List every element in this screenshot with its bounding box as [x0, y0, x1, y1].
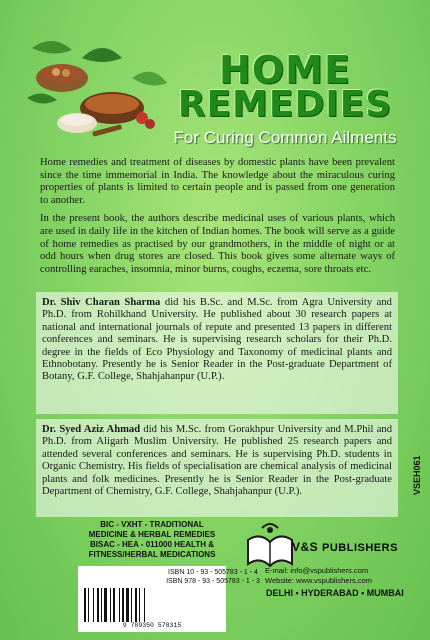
bic-line: FITNESS/HERBAL MEDICATIONS: [88, 550, 216, 559]
publisher-name-rest: PUBLISHERS: [322, 542, 398, 554]
publisher-email: E-mail: info@vspublishers.com: [265, 566, 369, 575]
isbn-10: ISBN 10 - 93 - 505783 - 1 - 4: [168, 569, 258, 576]
blurb-paragraph: Home remedies and treatment of diseases by domestic plants have been prevalent since the time immemorial in India. The knowledge about the miraculous curing properties of plants is limited to certain people and is passed from one generation to another.: [40, 157, 395, 206]
open-book-logo-icon: [240, 520, 300, 570]
publisher-website: Website: www.vspublishers.com: [265, 576, 372, 585]
barcode-digits: 9 789350 578315: [122, 622, 182, 629]
author-name: Dr. Syed Aziz Ahmad: [42, 424, 141, 435]
bic-line: BISAC - HEA - 011000 HEALTH &: [89, 540, 215, 549]
bic-line: BIC - VXHT - TRADITIONAL: [100, 520, 204, 529]
publisher-name-vs: V&S: [292, 540, 323, 554]
book-title-line2: REMEDIES: [177, 84, 393, 125]
blurb-paragraph: In the present book, the authors describe medicinal uses of various plants, which are used in daily life in the kitchen of Indian homes. The book will serve as a guide of home remedies as practised by our grandmothers, in the middle of night or at odd hours when drug stores are closed. This book gives some alternate ways of controlling earaches, insomnia, minor burns, coughs, eczema, sore throats etc.: [40, 213, 395, 275]
author-name: Dr. Shiv Charan Sharma: [42, 297, 161, 308]
book-subtitle: For Curing Common Ailments: [173, 128, 397, 147]
bic-classification: [72, 520, 232, 560]
author-bio-box: [36, 292, 398, 414]
bic-line: MEDICINE & HERBAL REMEDIES: [88, 530, 216, 539]
book-blurb: [40, 157, 395, 282]
book-title-line1: HOME: [219, 48, 351, 92]
author-bio: did his M.Sc. from Gorakhpur University and M.Phil and Ph.D. from Aligarh Muslim University. He published 25 research papers and attended several conferences and seminars. He is supervising Ph.D. students in Organic Chemistry. His fields of specialisation are chemical analysis of medicinal plants and folk medicines. Presently he is Senior Reader in the Post-graduate Department of Chemistry, G.F. College, Shahjahanpur (U.P.).: [42, 424, 392, 498]
barcode: [78, 566, 260, 632]
author-bio: did his B.Sc. and M.Sc. from Agra University and Ph.D. from Rohilkhand University. He published about 30 research papers at national and international journals of repute and presented 13 papers in different conferences and seminars. He is supervising research scholars for their Ph.D. degree in the fields of Eco Physiology and Taxonomy of medicinal plants and Ethnobotany. Presently he is Senior Reader in the Post-graduate Department of Botany, G.F. College, Shahjahanpur (U.P.).: [42, 297, 392, 383]
barcode-bars-icon: [84, 570, 154, 622]
author-bio-box: [36, 419, 398, 517]
publisher-name: [292, 540, 398, 554]
book-code: VSEH061: [412, 455, 422, 495]
publisher-cities: DELHI • HYDERABAD • MUMBAI: [266, 588, 404, 598]
isbn-13: ISBN 978 - 93 - 505783 - 1 - 3: [166, 578, 260, 585]
